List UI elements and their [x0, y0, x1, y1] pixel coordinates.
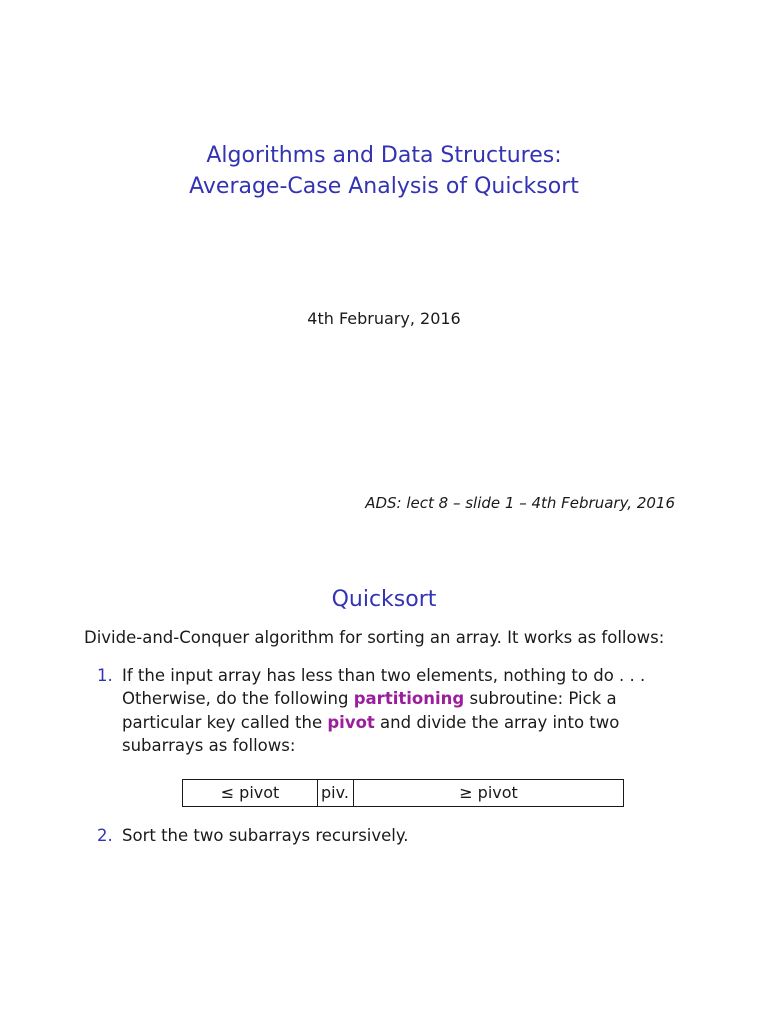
item1-line3-post: and divide the array into two	[374, 713, 620, 732]
item1-line4: subarrays as follows:	[122, 736, 296, 755]
slide-footer: ADS: lect 8 – slide 1 – 4th February, 2016	[365, 494, 675, 512]
item1-line3	[122, 711, 619, 735]
pivot-cell: piv.	[318, 780, 354, 806]
item1-line2	[122, 687, 617, 711]
item1-line2-post: subroutine: Pick a	[464, 689, 617, 708]
item1-line2-pre: Otherwise, do the following	[122, 689, 354, 708]
partitioning-keyword: partitioning	[353, 689, 465, 708]
item1-line1: If the input array has less than two elements, nothing to do . . .	[122, 666, 646, 685]
list-item-number-1: 1.	[97, 666, 113, 685]
intro-text: Divide-and-Conquer algorithm for sorting an array. It works as follows:	[84, 628, 665, 647]
partition-array-diagram	[182, 779, 624, 807]
slide-title-line-2: Average-Case Analysis of Quicksort	[189, 174, 579, 199]
quicksort-heading: Quicksort	[331, 587, 437, 612]
list-item-number-2: 2.	[97, 826, 113, 845]
less-equal-pivot-cell: ≤ pivot	[183, 780, 318, 806]
pivot-keyword: pivot	[327, 713, 375, 732]
item2-text: Sort the two subarrays recursively.	[122, 826, 409, 845]
slide-date: 4th February, 2016	[307, 309, 461, 328]
greater-equal-pivot-cell: ≥ pivot	[459, 783, 518, 802]
item1-line3-pre: particular key called the	[122, 713, 328, 732]
slide-title-line-1: Algorithms and Data Structures:	[206, 143, 562, 168]
